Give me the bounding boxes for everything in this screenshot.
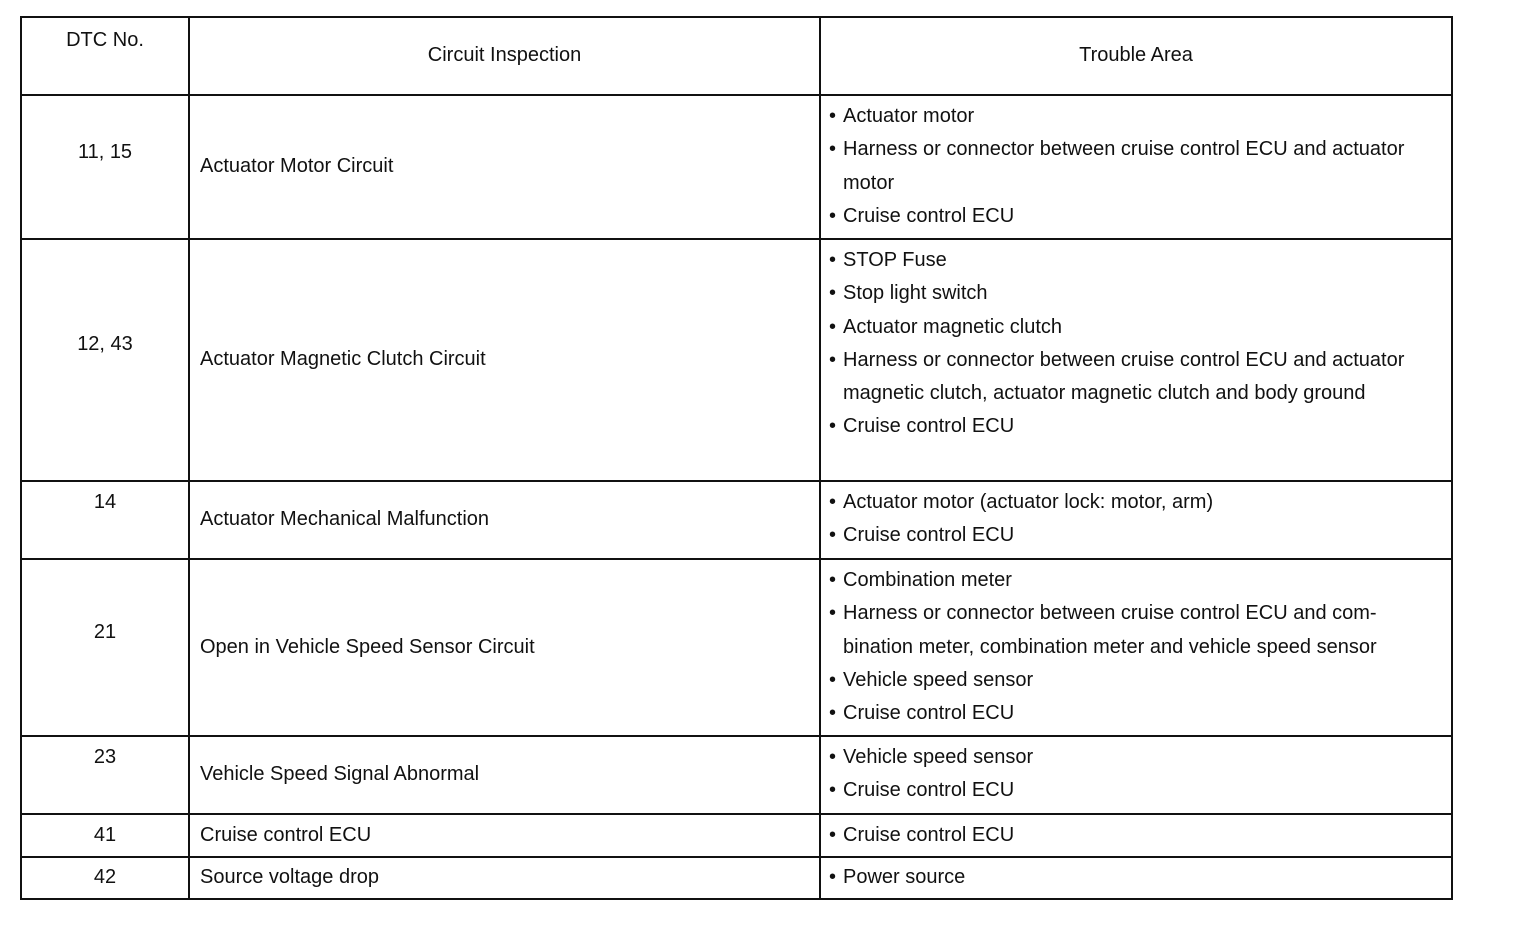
trouble-cell xyxy=(820,239,1452,481)
trouble-cell xyxy=(820,481,1452,559)
trouble-item: • Actuator motor (actuator lock: motor, arm) xyxy=(829,486,1435,519)
trouble-item: • Harness or connector between cruise control ECU and com-bination meter, combination meter and vehicle speed sensor xyxy=(829,597,1435,664)
table-row xyxy=(21,736,1452,814)
header-trouble: Trouble Area xyxy=(820,17,1452,95)
trouble-item: • Power source xyxy=(829,861,1435,894)
trouble-item: • Harness or connector between cruise control ECU and actuator magnetic clutch, actuator magnetic clutch and body ground xyxy=(829,344,1435,411)
table-row xyxy=(21,481,1452,559)
trouble-item: • Cruise control ECU xyxy=(829,200,1435,233)
table-row xyxy=(21,857,1452,899)
header-row xyxy=(21,17,1452,95)
trouble-item: • STOP Fuse xyxy=(829,244,1435,277)
trouble-item: • Cruise control ECU xyxy=(829,697,1435,730)
trouble-item: • Vehicle speed sensor xyxy=(829,741,1435,774)
circuit-cell: Source voltage drop xyxy=(189,857,820,899)
trouble-cell xyxy=(820,559,1452,736)
circuit-cell: Actuator Mechanical Malfunction xyxy=(189,481,820,559)
trouble-cell xyxy=(820,95,1452,239)
trouble-cell xyxy=(820,857,1452,899)
header-circuit: Circuit Inspection xyxy=(189,17,820,95)
dtc-cell: 14 xyxy=(21,481,189,559)
circuit-cell: Actuator Motor Circuit xyxy=(189,95,820,239)
dtc-cell: 23 xyxy=(21,736,189,814)
trouble-item: • Stop light switch xyxy=(829,277,1435,310)
table-row xyxy=(21,95,1452,239)
trouble-item: • Cruise control ECU xyxy=(829,774,1435,807)
dtc-table xyxy=(20,16,1453,900)
dtc-cell: 11, 15 xyxy=(21,95,189,239)
trouble-item: • Cruise control ECU xyxy=(829,410,1435,443)
table-row xyxy=(21,814,1452,857)
dtc-cell: 42 xyxy=(21,857,189,899)
trouble-cell xyxy=(820,814,1452,857)
circuit-cell: Vehicle Speed Signal Abnormal xyxy=(189,736,820,814)
table-row xyxy=(21,559,1452,736)
circuit-cell: Cruise control ECU xyxy=(189,814,820,857)
circuit-cell: Actuator Magnetic Clutch Circuit xyxy=(189,239,820,481)
circuit-cell: Open in Vehicle Speed Sensor Circuit xyxy=(189,559,820,736)
trouble-cell xyxy=(820,736,1452,814)
trouble-item: • Cruise control ECU xyxy=(829,819,1435,852)
trouble-item: • Combination meter xyxy=(829,564,1435,597)
table-row xyxy=(21,239,1452,481)
dtc-cell: 41 xyxy=(21,814,189,857)
trouble-item: • Actuator motor xyxy=(829,100,1435,133)
dtc-cell: 12, 43 xyxy=(21,239,189,481)
header-dtc: DTC No. xyxy=(21,17,189,95)
dtc-cell: 21 xyxy=(21,559,189,736)
trouble-item: • Actuator magnetic clutch xyxy=(829,311,1435,344)
trouble-item: • Harness or connector between cruise control ECU and actuator motor xyxy=(829,133,1435,200)
trouble-item: • Cruise control ECU xyxy=(829,519,1435,552)
trouble-item: • Vehicle speed sensor xyxy=(829,664,1435,697)
